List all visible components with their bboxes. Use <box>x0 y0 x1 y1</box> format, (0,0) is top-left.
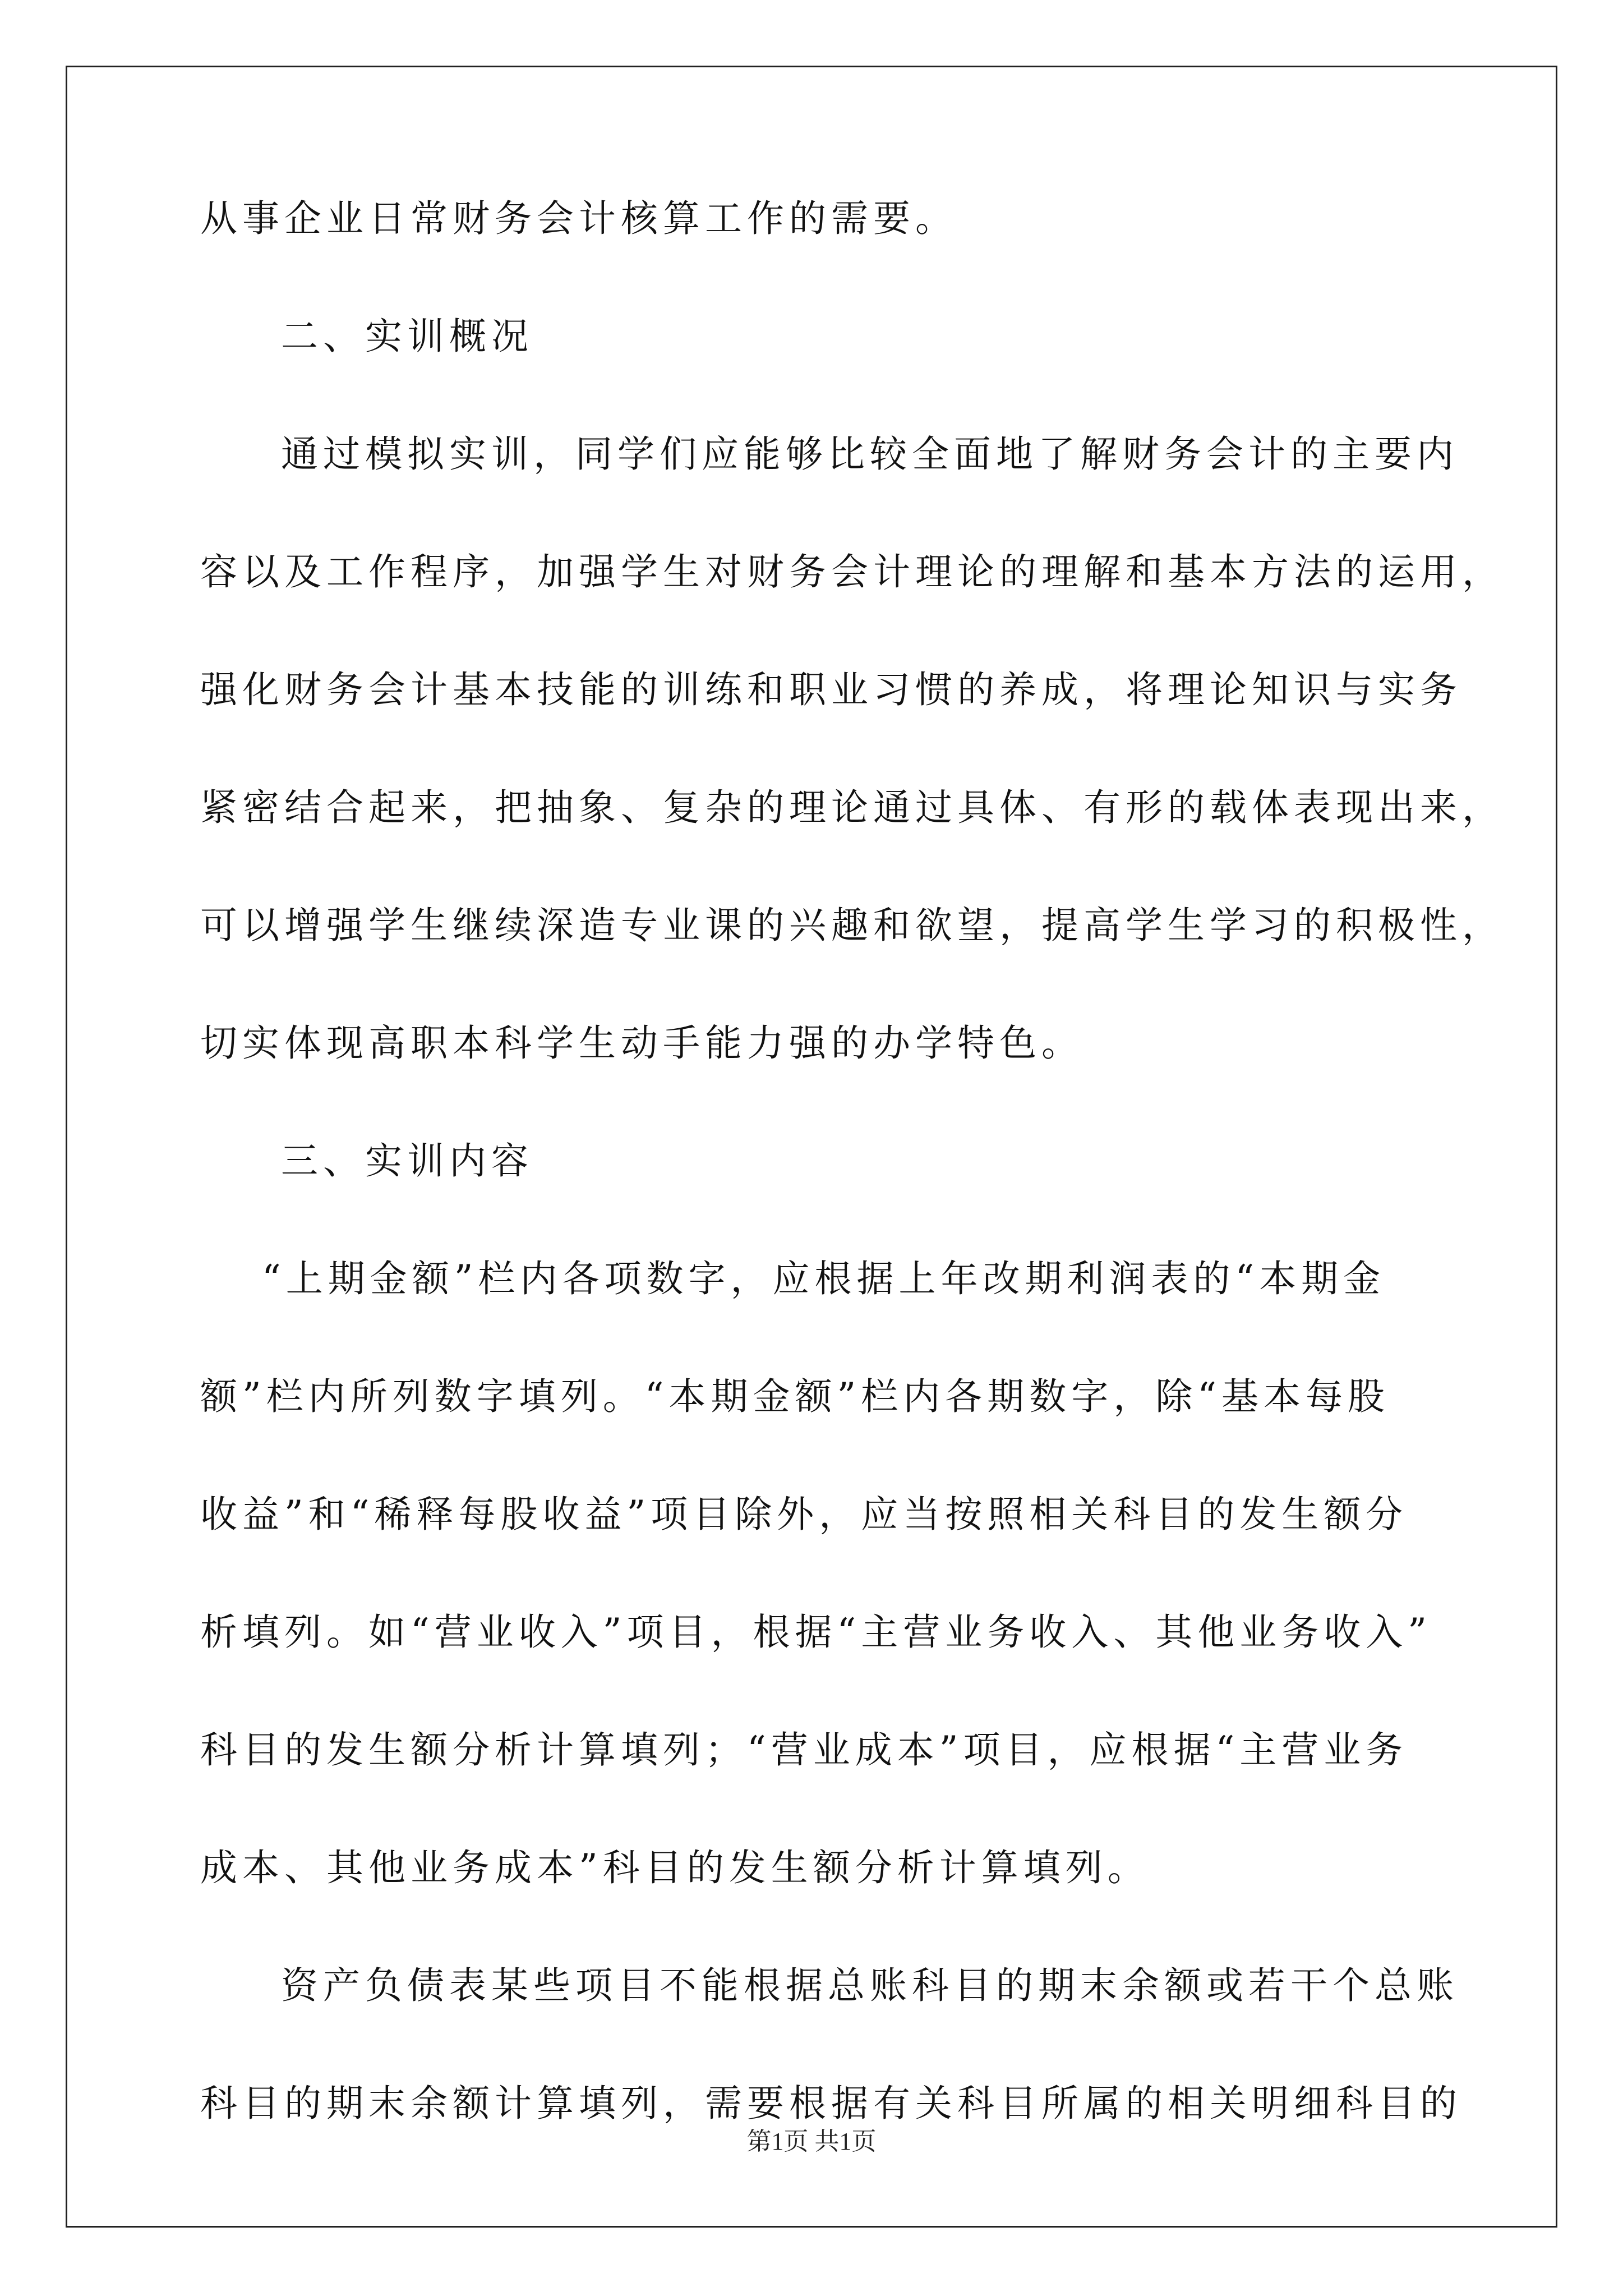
text-line-13: 析填列。如“营业收入”项目，根据“主营业务收入、其他业务收入” <box>200 1611 1432 1654</box>
section-heading-2: 二、实训概况 <box>281 315 533 358</box>
text-line-1: 从事企业日常财务会计核算工作的需要。 <box>200 197 957 240</box>
page-footer: 第1页 共1页 <box>746 2128 877 2155</box>
text-line-6: 紧密结合起来，把抽象、复杂的理论通过具体、有形的载体表现出来， <box>200 786 1504 829</box>
text-line-8: 切实体现高职本科学生动手能力强的办学特色。 <box>200 1022 1083 1065</box>
text-line-16: 资产负债表某些项目不能根据总账科目的期末余额或若干个总账 <box>281 1964 1459 2007</box>
text-line-10: “上期金额”栏内各项数字，应根据上年改期利润表的“本期金 <box>262 1257 1386 1300</box>
section-heading-3: 三、实训内容 <box>281 1139 533 1182</box>
text-line-11: 额”栏内所列数字填列。“本期金额”栏内各期数字，除“基本每股 <box>200 1375 1390 1418</box>
text-line-7: 可以增强学生继续深造专业课的兴趣和欲望，提高学生学习的积极性， <box>200 904 1504 947</box>
text-line-15: 成本、其他业务成本”科目的发生额分析计算填列。 <box>200 1846 1150 1889</box>
text-line-17: 科目的期末余额计算填列，需要根据有关科目所属的相关明细科目的 <box>200 2082 1462 2125</box>
text-line-14: 科目的发生额分析计算填列；“营业成本”项目，应根据“主营业务 <box>200 1728 1408 1772</box>
text-line-12: 收益”和“稀释每股收益”项目除外，应当按照相关科目的发生额分 <box>200 1493 1408 1536</box>
text-line-3: 通过模拟实训，同学们应能够比较全面地了解财务会计的主要内 <box>281 432 1459 476</box>
text-line-5: 强化财务会计基本技能的训练和职业习惯的养成，将理论知识与实务 <box>200 668 1462 711</box>
text-line-4: 容以及工作程序，加强学生对财务会计理论的理解和基本方法的运用， <box>200 550 1504 593</box>
